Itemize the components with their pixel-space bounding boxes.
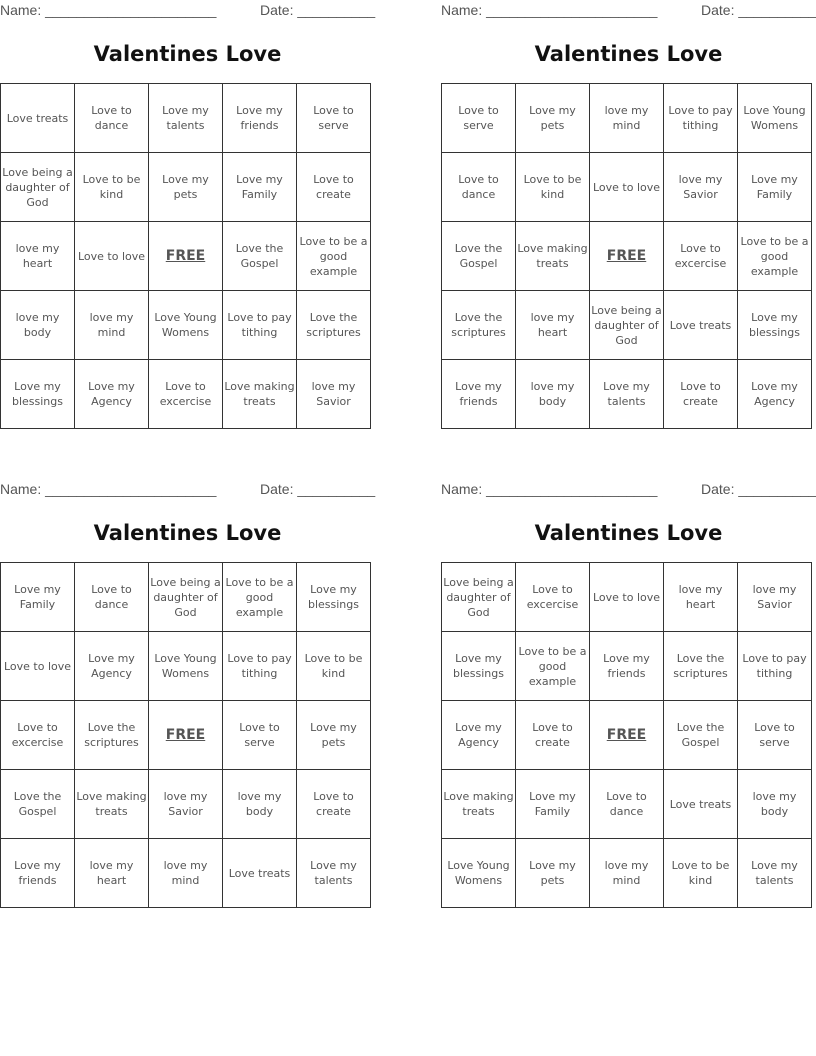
- bingo-row: [442, 563, 812, 632]
- bingo-cell[interactable]: Love Young Womens: [738, 84, 812, 153]
- bingo-cell[interactable]: Love to pay tithing: [664, 84, 738, 153]
- date-field[interactable]: Date: __________: [260, 2, 376, 18]
- bingo-cell[interactable]: love my Savior: [297, 360, 371, 429]
- bingo-cell[interactable]: Love being a daughter of God: [149, 563, 223, 632]
- card-header: [0, 479, 375, 501]
- bingo-cell[interactable]: Love to pay tithing: [738, 632, 812, 701]
- bingo-card-2: [441, 0, 816, 408]
- bingo-cell[interactable]: Love to love: [75, 222, 149, 291]
- bingo-cell[interactable]: Love the scriptures: [664, 632, 738, 701]
- bingo-cell[interactable]: Love treats: [664, 770, 738, 839]
- bingo-row: [442, 222, 812, 291]
- bingo-cell[interactable]: Love my talents: [297, 839, 371, 908]
- bingo-cell[interactable]: Love my Family: [1, 563, 75, 632]
- bingo-cell[interactable]: Love my talents: [149, 84, 223, 153]
- bingo-cell[interactable]: Love to pay tithing: [223, 291, 297, 360]
- bingo-row: [1, 222, 371, 291]
- bingo-row: [1, 291, 371, 360]
- bingo-row: [1, 153, 371, 222]
- bingo-cell[interactable]: Love to be a good example: [297, 222, 371, 291]
- card-title: Valentines Love: [534, 42, 723, 66]
- bingo-cell[interactable]: love my body: [738, 770, 812, 839]
- bingo-cell[interactable]: Love making treats: [75, 770, 149, 839]
- bingo-cell[interactable]: Love to dance: [442, 153, 516, 222]
- bingo-cell[interactable]: Love Young Womens: [442, 839, 516, 908]
- bingo-cell[interactable]: love my Savior: [664, 153, 738, 222]
- bingo-cell[interactable]: Love my friends: [590, 632, 664, 701]
- bingo-cell[interactable]: Love my Family: [516, 770, 590, 839]
- bingo-cell[interactable]: Love treats: [1, 84, 75, 153]
- bingo-row: [442, 839, 812, 908]
- bingo-card-3: [0, 479, 376, 887]
- bingo-cell[interactable]: love my heart: [75, 839, 149, 908]
- bingo-row: [442, 360, 812, 429]
- bingo-cell[interactable]: Love to love: [590, 153, 664, 222]
- bingo-cell[interactable]: Love to create: [297, 770, 371, 839]
- bingo-cell[interactable]: Love my Family: [738, 153, 812, 222]
- bingo-cell[interactable]: Love the scriptures: [297, 291, 371, 360]
- bingo-cell[interactable]: Love my blessings: [738, 291, 812, 360]
- bingo-row: [1, 563, 371, 632]
- bingo-cell[interactable]: Love my Family: [223, 153, 297, 222]
- bingo-cell[interactable]: Love my blessings: [1, 360, 75, 429]
- bingo-cell[interactable]: Love my talents: [590, 360, 664, 429]
- bingo-cell[interactable]: Love making treats: [442, 770, 516, 839]
- bingo-cell[interactable]: Love the scriptures: [75, 701, 149, 770]
- bingo-cell[interactable]: Love to serve: [297, 84, 371, 153]
- bingo-cell[interactable]: Love to dance: [75, 84, 149, 153]
- bingo-cell[interactable]: Love my talents: [738, 839, 812, 908]
- bingo-cell[interactable]: Love my Agency: [75, 632, 149, 701]
- bingo-card-4: [441, 479, 816, 887]
- bingo-cell[interactable]: Love to create: [297, 153, 371, 222]
- bingo-cell[interactable]: Love my blessings: [297, 563, 371, 632]
- bingo-cell[interactable]: Love to be a good example: [516, 632, 590, 701]
- card-header: [441, 479, 816, 501]
- bingo-cell[interactable]: Love to be kind: [297, 632, 371, 701]
- card-header: [441, 0, 816, 22]
- bingo-row: [442, 153, 812, 222]
- bingo-cell[interactable]: Love to create: [516, 701, 590, 770]
- free-space-cell[interactable]: FREE: [590, 701, 664, 770]
- bingo-row: [1, 84, 371, 153]
- bingo-cell[interactable]: Love being a daughter of God: [442, 563, 516, 632]
- bingo-grid: [441, 83, 812, 429]
- bingo-cell[interactable]: Love making treats: [516, 222, 590, 291]
- bingo-cell[interactable]: Love Young Womens: [149, 632, 223, 701]
- bingo-cell[interactable]: Love to excercise: [516, 563, 590, 632]
- bingo-cell[interactable]: love my heart: [664, 563, 738, 632]
- bingo-grid: [0, 562, 371, 908]
- bingo-cell[interactable]: Love my blessings: [442, 632, 516, 701]
- bingo-cell[interactable]: Love the Gospel: [223, 222, 297, 291]
- bingo-cell[interactable]: Love to be a good example: [738, 222, 812, 291]
- date-field[interactable]: Date: __________: [701, 2, 816, 18]
- bingo-cell[interactable]: Love my pets: [516, 84, 590, 153]
- bingo-cell[interactable]: Love to excercise: [1, 701, 75, 770]
- bingo-cell[interactable]: Love to love: [1, 632, 75, 701]
- bingo-cell[interactable]: Love the Gospel: [664, 701, 738, 770]
- name-field[interactable]: Name: ______________________: [0, 2, 217, 18]
- bingo-cell[interactable]: Love my Agency: [75, 360, 149, 429]
- bingo-row: [1, 770, 371, 839]
- bingo-cell[interactable]: Love my pets: [297, 701, 371, 770]
- bingo-cell[interactable]: love my heart: [516, 291, 590, 360]
- bingo-row: [442, 770, 812, 839]
- name-field[interactable]: Name: ______________________: [0, 481, 217, 497]
- bingo-cell[interactable]: love my body: [516, 360, 590, 429]
- bingo-cell[interactable]: Love my friends: [442, 360, 516, 429]
- bingo-cell[interactable]: Love to be a good example: [223, 563, 297, 632]
- bingo-cell[interactable]: love my mind: [590, 839, 664, 908]
- bingo-row: [1, 839, 371, 908]
- bingo-card-1: [0, 0, 376, 408]
- bingo-cell[interactable]: Love to create: [664, 360, 738, 429]
- bingo-cell[interactable]: love my mind: [149, 839, 223, 908]
- bingo-cell[interactable]: Love the Gospel: [1, 770, 75, 839]
- bingo-cell[interactable]: Love my friends: [223, 84, 297, 153]
- bingo-cell[interactable]: Love to dance: [590, 770, 664, 839]
- bingo-cell[interactable]: love my Savior: [738, 563, 812, 632]
- bingo-row: [1, 632, 371, 701]
- bingo-row: [442, 701, 812, 770]
- bingo-cell[interactable]: Love to serve: [738, 701, 812, 770]
- free-space-cell[interactable]: FREE: [149, 222, 223, 291]
- bingo-cell[interactable]: Love to be kind: [664, 839, 738, 908]
- bingo-row: [442, 84, 812, 153]
- bingo-cell[interactable]: Love my Agency: [442, 701, 516, 770]
- bingo-cell[interactable]: Love to dance: [75, 563, 149, 632]
- bingo-cell[interactable]: Love my pets: [149, 153, 223, 222]
- bingo-cell[interactable]: Love being a daughter of God: [1, 153, 75, 222]
- name-field[interactable]: Name: ______________________: [441, 2, 658, 18]
- bingo-row: [1, 360, 371, 429]
- bingo-cell[interactable]: Love making treats: [223, 360, 297, 429]
- bingo-row: [442, 632, 812, 701]
- card-title: Valentines Love: [534, 521, 723, 545]
- bingo-cell[interactable]: love my mind: [75, 291, 149, 360]
- card-header: [0, 0, 375, 22]
- date-field[interactable]: Date: __________: [260, 481, 376, 497]
- free-space-cell[interactable]: FREE: [149, 701, 223, 770]
- bingo-cell[interactable]: Love my pets: [516, 839, 590, 908]
- bingo-cell[interactable]: love my body: [1, 291, 75, 360]
- card-title: Valentines Love: [93, 521, 282, 545]
- bingo-cell[interactable]: Love to be kind: [75, 153, 149, 222]
- bingo-cell[interactable]: love my body: [223, 770, 297, 839]
- bingo-cell[interactable]: Love to be kind: [516, 153, 590, 222]
- bingo-cell[interactable]: Love being a daughter of God: [590, 291, 664, 360]
- bingo-grid: [0, 83, 371, 429]
- bingo-cell[interactable]: Love to excercise: [664, 222, 738, 291]
- bingo-cell[interactable]: love my mind: [590, 84, 664, 153]
- bingo-cell[interactable]: Love treats: [664, 291, 738, 360]
- bingo-cell[interactable]: Love treats: [223, 839, 297, 908]
- bingo-cell[interactable]: Love to love: [590, 563, 664, 632]
- bingo-cell[interactable]: Love to excercise: [149, 360, 223, 429]
- card-title: Valentines Love: [93, 42, 282, 66]
- bingo-cell[interactable]: Love to serve: [223, 701, 297, 770]
- bingo-cell[interactable]: Love to pay tithing: [223, 632, 297, 701]
- bingo-cell[interactable]: Love my friends: [1, 839, 75, 908]
- date-field[interactable]: Date: __________: [701, 481, 816, 497]
- name-field[interactable]: Name: ______________________: [441, 481, 658, 497]
- bingo-cell[interactable]: Love my Agency: [738, 360, 812, 429]
- bingo-cell[interactable]: Love the scriptures: [442, 291, 516, 360]
- bingo-cell[interactable]: love my Savior: [149, 770, 223, 839]
- bingo-cell[interactable]: Love the Gospel: [442, 222, 516, 291]
- bingo-row: [1, 701, 371, 770]
- bingo-row: [442, 291, 812, 360]
- free-space-cell[interactable]: FREE: [590, 222, 664, 291]
- bingo-cell[interactable]: Love to serve: [442, 84, 516, 153]
- bingo-cell[interactable]: love my heart: [1, 222, 75, 291]
- bingo-grid: [441, 562, 812, 908]
- bingo-cell[interactable]: Love Young Womens: [149, 291, 223, 360]
